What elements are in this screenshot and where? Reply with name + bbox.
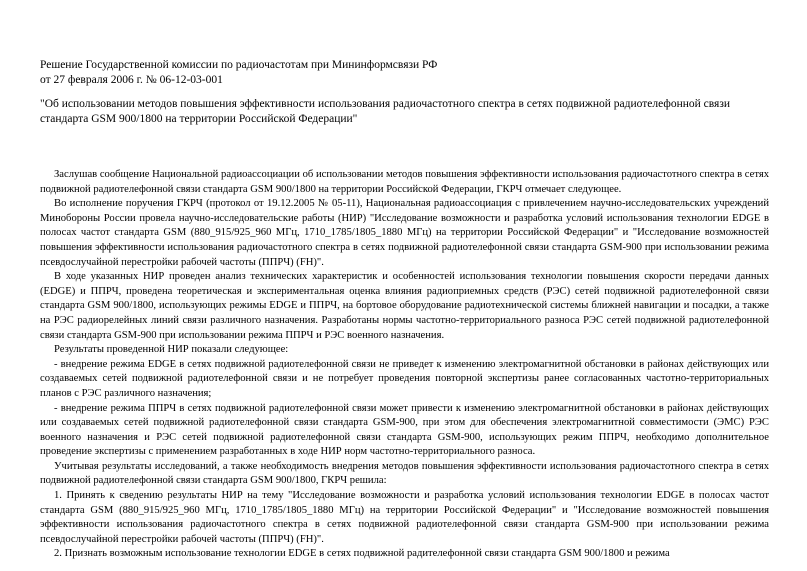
paragraph-intro: Заслушав сообщение Национальной радиоассоциации об использовании методов повышения эффективности использования радиочастотного спектра в сетях подвижной радиотелефонной связи стандарта GSM 900/1800 на территории Российской Федерации, ГКРЧ отмечает следующее. (40, 169, 769, 195)
decision-subject: "Об использовании методов повышения эффективности использования радиочастотного спектра в сетях подвижной радиотелефонной связи стандарта GSM 900/1800 на территории Российской Федерации" (40, 98, 731, 125)
paragraph-decision-1: 1. Принять к сведению результаты НИР на тему "Исследование возможности и разработка условий использования технологии EDGE в полосах частот стандарта GSM (880_915/925_960 МГц, 1710_1785/1805_1880 МГц) на территории Российской Федерации" и "Исследование возможностей повышения эффективности использования радиочастотного спектра в сетях подвижной радиотелефонной связи стандарта GSM-900 при использовании режима псевдослучайной перестройки рабочей частоты (ППРЧ) (FH)". (40, 490, 769, 545)
paragraph-assignment: Во исполнение поручения ГКРЧ (протокол от 19.12.2005 № 05-11), Национальная радиоассоциация с привлечением научно-исследовательских учреждений Минобороны России провела научно-исследовательские работы (НИР) "Исследование возможности и разработка условий использования технологии EDGE в полосах частот стандарта GSM (880_915/925_960 МГц, 1710_1785/1805_1880 МГц) на территории Российской Федерации" и "Исследование возможностей повышения эффективности использования радиочастотного спектра в сетях подвижной радиотелефонной связи стандарта GSM-900 при использовании режима псевдослучайной перестройки рабочей частоты (ППРЧ) (FH)". (40, 198, 769, 268)
paragraph-result-edge: - внедрение режима EDGE в сетях подвижной радиотелефонной связи не приведет к изменению электромагнитной обстановки в районах действующих или создаваемых сетей подвижной радиотелефонной связи и не потребует проведения повторной экспертизы ранее согласованных частотно-территориальных планов с РЭС различного назначения; (40, 358, 769, 399)
decision-date-number: от 27 февраля 2006 г. № 06-12-03-001 (40, 74, 223, 86)
paragraph-result-frequency-hopping: - внедрение режима ППРЧ в сетях подвижной радиотелефонной связи может привести к изменению электромагнитной обстановки в районах действующих или создаваемых сетей подвижной радиотелефонной связи стандарта GSM-900, при этом для обеспечения электромагнитной совместимости (ЭМС) РЭС военного назначения и РЭС сетей подвижной радиотелефонной связи стандарта GSM-900, использующих режим ППРЧ, необходимо дополнительное проведение экспертизы с применением разработанных в ходе НИР норм частотно-территориального разноса. (40, 402, 769, 458)
paragraph-results-intro: Результаты проведенной НИР показали следующее: (54, 344, 289, 356)
decision-title: Решение Государственной комиссии по радиочастотам при Мининформсвязи РФ (40, 59, 438, 71)
paragraph-analysis: В ходе указанных НИР проведен анализ технических характеристик и особенностей использования технологии повышения скорости передачи данных (EDGE) и ППРЧ, проведена теоретическая и экспериментальная оценка влияния радиоприемных средств (РЭС) сетей подвижной радиотелефонной связи стандарта GSM 900/1800, использующих режимы EDGE и ППРЧ, на бортовое оборудование радиотехнической системы ближней навигации и посадки, а также на РЭС радиорелейных линий связи различного назначения. Разработаны нормы частотно-территориального разноса РЭС сетей подвижной радиотелефонной связи стандарта GSM-900 при использовании режима ППРЧ и РЭС военного назначения. (40, 271, 769, 341)
paragraph-considering: Учитывая результаты исследований, а также необходимость внедрения методов повышения эффективности использования радиочастотного спектра в сетях подвижной радиотелефонной связи стандарта GSM 900/1800, ГКРЧ решила: (40, 460, 769, 487)
paragraph-decision-2: 2. Признать возможным использование технологии EDGE в сетях подвижной радителефонной связи стандарта GSM 900/1800 и режима (54, 548, 670, 560)
document-body (40, 168, 769, 562)
